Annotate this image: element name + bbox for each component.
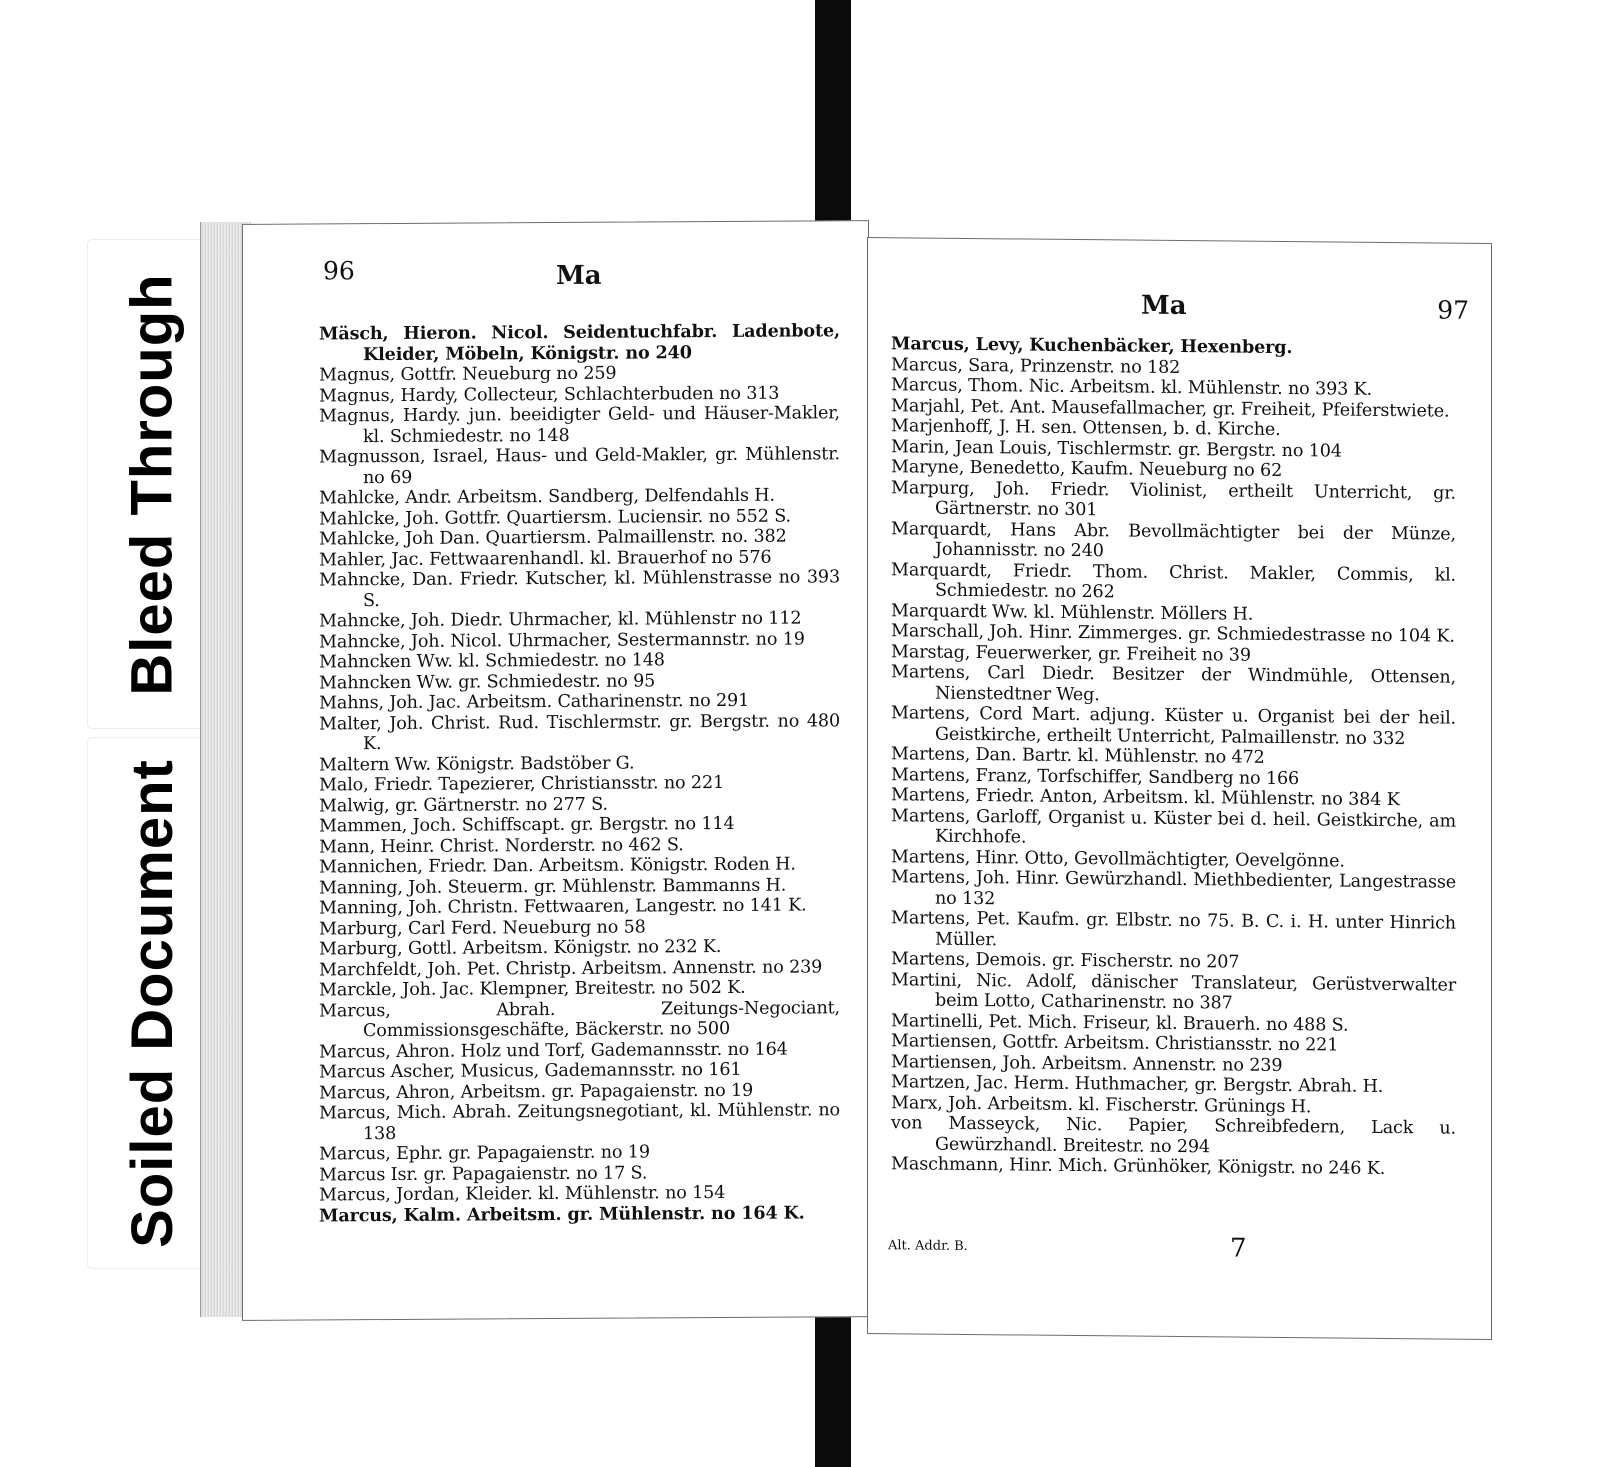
right-page xyxy=(867,237,1492,1340)
directory-entry: Mahncken Ww. gr. Schmiedestr. no 95 xyxy=(319,670,656,693)
directory-entry: Martiensen, Joh. Arbeitsm. Annenstr. no 239 xyxy=(891,1051,1283,1076)
directory-entry: Martens, Demois. gr. Fischerstr. no 207 xyxy=(891,949,1240,973)
directory-entry: Marcus, Jordan, Kleider. kl. Mühlenstr. no 154 xyxy=(319,1182,726,1206)
directory-entry: Martens, Hinr. Otto, Gevollmächtigter, Oevelgönne. xyxy=(891,846,1345,872)
directory-entry: Mahlcke, Joh. Gottfr. Quartiersm. Luciensir. no 552 S. xyxy=(319,506,791,529)
gathering-mark: 7 xyxy=(1230,1233,1247,1264)
directory-entry: Malter, Joh. Christ. Rud. Tischlermstr. gr. Bergstr. no 480 K. xyxy=(319,710,840,755)
directory-entry: Mäsch, Hieron. Nicol. Seidentuchfabr. Ladenbote, Kleider, Möbeln, Königstr. no 240 xyxy=(319,320,840,365)
directory-entry: Marin, Jean Louis, Tischlermstr. gr. Bergstr. no 104 xyxy=(891,436,1342,462)
directory-entry: Martens, Garloff, Organist u. Küster bei d. heil. Geistkirche, am Kirchhofe. xyxy=(891,805,1456,848)
soiled-document-text: Soiled Document xyxy=(119,758,185,1248)
bleed-through-label xyxy=(88,240,216,728)
directory-entry: Marburg, Gottl. Arbeitsm. Königstr. no 232 K. xyxy=(319,936,722,960)
directory-entry: Marcus Isr. gr. Papagaienstr. no 17 S. xyxy=(319,1162,648,1185)
directory-entry: Maschmann, Hinr. Mich. Grünhöker, Königstr. no 246 K. xyxy=(891,1154,1386,1179)
directory-entry: Magnusson, Israel, Haus- und Geld-Makler, gr. Mühlenstr. no 69 xyxy=(319,444,840,488)
scan-gutter-bar-top xyxy=(815,0,851,240)
directory-entry: Martens, Friedr. Anton, Arbeitsm. kl. Mühlenstr. no 384 K xyxy=(891,785,1400,811)
directory-entry: Mann, Heinr. Christ. Norderstr. no 462 S. xyxy=(319,834,684,857)
directory-entry: Manning, Joh. Steuerm. gr. Mühlenstr. Bammanns H. xyxy=(319,875,787,898)
right-entry-list xyxy=(868,334,1491,1180)
directory-entry: Marquardt, Friedr. Thom. Christ. Makler, Commis, kl. Schmiedestr. no 262 xyxy=(891,559,1456,603)
right-running-head: Ma xyxy=(1141,290,1187,322)
directory-entry: Martens, Franz, Torfschiffer, Sandberg no 166 xyxy=(891,764,1300,789)
directory-entry: Marstag, Feuerwerker, gr. Freiheit no 39 xyxy=(891,641,1251,666)
directory-entry: Marjahl, Pet. Ant. Mausefallmacher, gr. Freiheit, Pfeiferstwiete. xyxy=(891,395,1450,422)
directory-entry: Marcus, Sara, Prinzenstr. no 182 xyxy=(891,354,1181,378)
directory-entry: Mannichen, Friedr. Dan. Arbeitsm. Königstr. Roden H. xyxy=(319,854,796,878)
directory-entry: Maltern Ww. Königstr. Badstöber G. xyxy=(319,753,635,775)
directory-entry: Martzen, Jac. Herm. Huthmacher, gr. Bergstr. Abrah. H. xyxy=(891,1072,1384,1097)
directory-entry: Mahncke, Joh. Diedr. Uhrmacher, kl. Mühlenstr no 112 xyxy=(319,608,802,632)
scan-gutter-bar-bottom xyxy=(815,1300,851,1467)
directory-entry: Mahncke, Joh. Nicol. Uhrmacher, Sestermannstr. no 19 xyxy=(319,628,805,652)
directory-entry: Marcus, Abrah. Zeitungs-Negociant, Commissionsgeschäfte, Bäckerstr. no 500 xyxy=(319,997,840,1042)
directory-entry: Marburg, Carl Ferd. Neueburg no 58 xyxy=(319,916,646,939)
directory-entry: Marcus Ascher, Musicus, Gademannsstr. no 161 xyxy=(319,1059,742,1083)
directory-entry: Mahlcke, Joh Dan. Quartiersm. Palmaillenstr. no. 382 xyxy=(319,526,787,550)
left-running-head: Ma xyxy=(556,260,602,291)
directory-entry: Marcus, Ahron. Holz und Torf, Gademannsstr. no 164 xyxy=(319,1039,788,1062)
directory-entry: Marx, Joh. Arbeitsm. kl. Fischerstr. Grünings H. xyxy=(891,1092,1312,1117)
directory-entry: Martens, Joh. Hinr. Gewürzhandl. Miethbedienter, Langestrasse no 132 xyxy=(891,867,1456,909)
directory-entry: Magnus, Hardy, Collecteur, Schlachterbuden no 313 xyxy=(319,383,780,406)
directory-entry: Marcus, Kalm. Arbeitsm. gr. Mühlenstr. no 164 K. xyxy=(319,1201,805,1226)
directory-entry: Marchfeldt, Joh. Pet. Christp. Arbeitsm. Annenstr. no 239 xyxy=(319,956,823,980)
signature-mark: Alt. Addr. B. xyxy=(888,1238,968,1254)
directory-entry: Manning, Joh. Christn. Fettwaaren, Langestr. no 141 K. xyxy=(319,895,807,919)
directory-entry: Marjenhoff, J. H. sen. Ottensen, b. d. Kirche. xyxy=(891,416,1281,440)
directory-entry: Mahns, Joh. Jac. Arbeitsm. Catharinenstr. no 291 xyxy=(319,690,750,714)
directory-entry: Martens, Cord Mart. adjung. Küster u. Organist bei der heil. Geistkirche, ertheilt Unterricht, Palmaillenstr. no 332 xyxy=(891,703,1456,749)
directory-entry: Martinelli, Pet. Mich. Friseur, kl. Brauerh. no 488 S. xyxy=(891,1010,1349,1036)
directory-entry: Marquardt, Hans Abr. Bevollmächtigter bei der Münze, Johannisstr. no 240 xyxy=(891,518,1456,562)
left-page xyxy=(242,220,869,1321)
directory-entry: Martens, Carl Diedr. Besitzer der Windmühle, Ottensen, Nienstedtner Weg. xyxy=(891,662,1456,705)
directory-entry: Martens, Dan. Bartr. kl. Mühlenstr. no 472 xyxy=(891,744,1265,768)
directory-entry: Marschall, Joh. Hinr. Zimmerges. gr. Schmiedestrasse no 104 K. xyxy=(891,621,1455,647)
directory-entry: Magnus, Hardy. jun. beeidigter Geld- und Häuser-Makler, kl. Schmiedestr. no 148 xyxy=(319,403,840,447)
directory-entry: von Masseyck, Nic. Papier, Schreibfedern, Lack u. Gewürzhandl. Breitestr. no 294 xyxy=(891,1113,1456,1157)
directory-entry: Maryne, Benedetto, Kaufm. Neueburg no 62 xyxy=(891,457,1283,481)
directory-entry: Mahncke, Dan. Friedr. Kutscher, kl. Mühlenstrasse no 393 S. xyxy=(319,567,840,611)
directory-entry: Mammen, Joch. Schiffscapt. gr. Bergstr. no 114 xyxy=(319,813,735,837)
directory-entry: Magnus, Gottfr. Neueburg no 259 xyxy=(319,363,617,386)
right-page-number: 97 xyxy=(1437,295,1469,325)
directory-entry: Marcus, Ephr. gr. Papagaienstr. no 19 xyxy=(319,1142,650,1165)
left-entry-list xyxy=(243,321,868,1227)
directory-entry: Marcus, Mich. Abrah. Zeitungsnegotiant, kl. Mühlenstr. no 138 xyxy=(319,1100,840,1144)
directory-entry: Marcus, Levy, Kuchenbäcker, Hexenberg. xyxy=(891,333,1293,359)
directory-entry: Martens, Pet. Kaufm. gr. Elbstr. no 75. B. C. i. H. unter Hinrich Müller. xyxy=(891,908,1456,950)
directory-entry: Martini, Nic. Adolf, dänischer Translateur, Gerüstverwalter beim Lotto, Catharinenstr. no 387 xyxy=(891,969,1456,1014)
directory-entry: Marquardt Ww. kl. Mühlenstr. Möllers H. xyxy=(891,600,1254,625)
directory-entry: Marcus, Thom. Nic. Arbeitsm. kl. Mühlenstr. no 393 K. xyxy=(891,375,1373,400)
left-page-number: 96 xyxy=(323,256,355,286)
directory-entry: Marcus, Ahron, Arbeitsm. gr. Papagaienstr. no 19 xyxy=(319,1080,754,1103)
soiled-document-label xyxy=(88,738,216,1268)
directory-entry: Marpurg, Joh. Friedr. Violinist, ertheilt Unterricht, gr. Gärtnerstr. no 301 xyxy=(891,477,1456,521)
directory-entry: Mahlcke, Andr. Arbeitsm. Sandberg, Delfendahls H. xyxy=(319,485,775,509)
directory-entry: Malo, Friedr. Tapezierer, Christiansstr. no 221 xyxy=(319,772,725,796)
directory-entry: Martiensen, Gottfr. Arbeitsm. Christiansstr. no 221 xyxy=(891,1031,1339,1056)
directory-entry: Malwig, gr. Gärtnerstr. no 277 S. xyxy=(319,794,608,816)
bleed-through-text: Bleed Through xyxy=(119,272,185,696)
directory-entry: Marckle, Joh. Jac. Klempner, Breitestr. no 502 K. xyxy=(319,977,746,1001)
directory-entry: Mahncken Ww. kl. Schmiedestr. no 148 xyxy=(319,650,665,673)
directory-entry: Mahler, Jac. Fettwaarenhandl. kl. Brauerhof no 576 xyxy=(319,547,772,570)
